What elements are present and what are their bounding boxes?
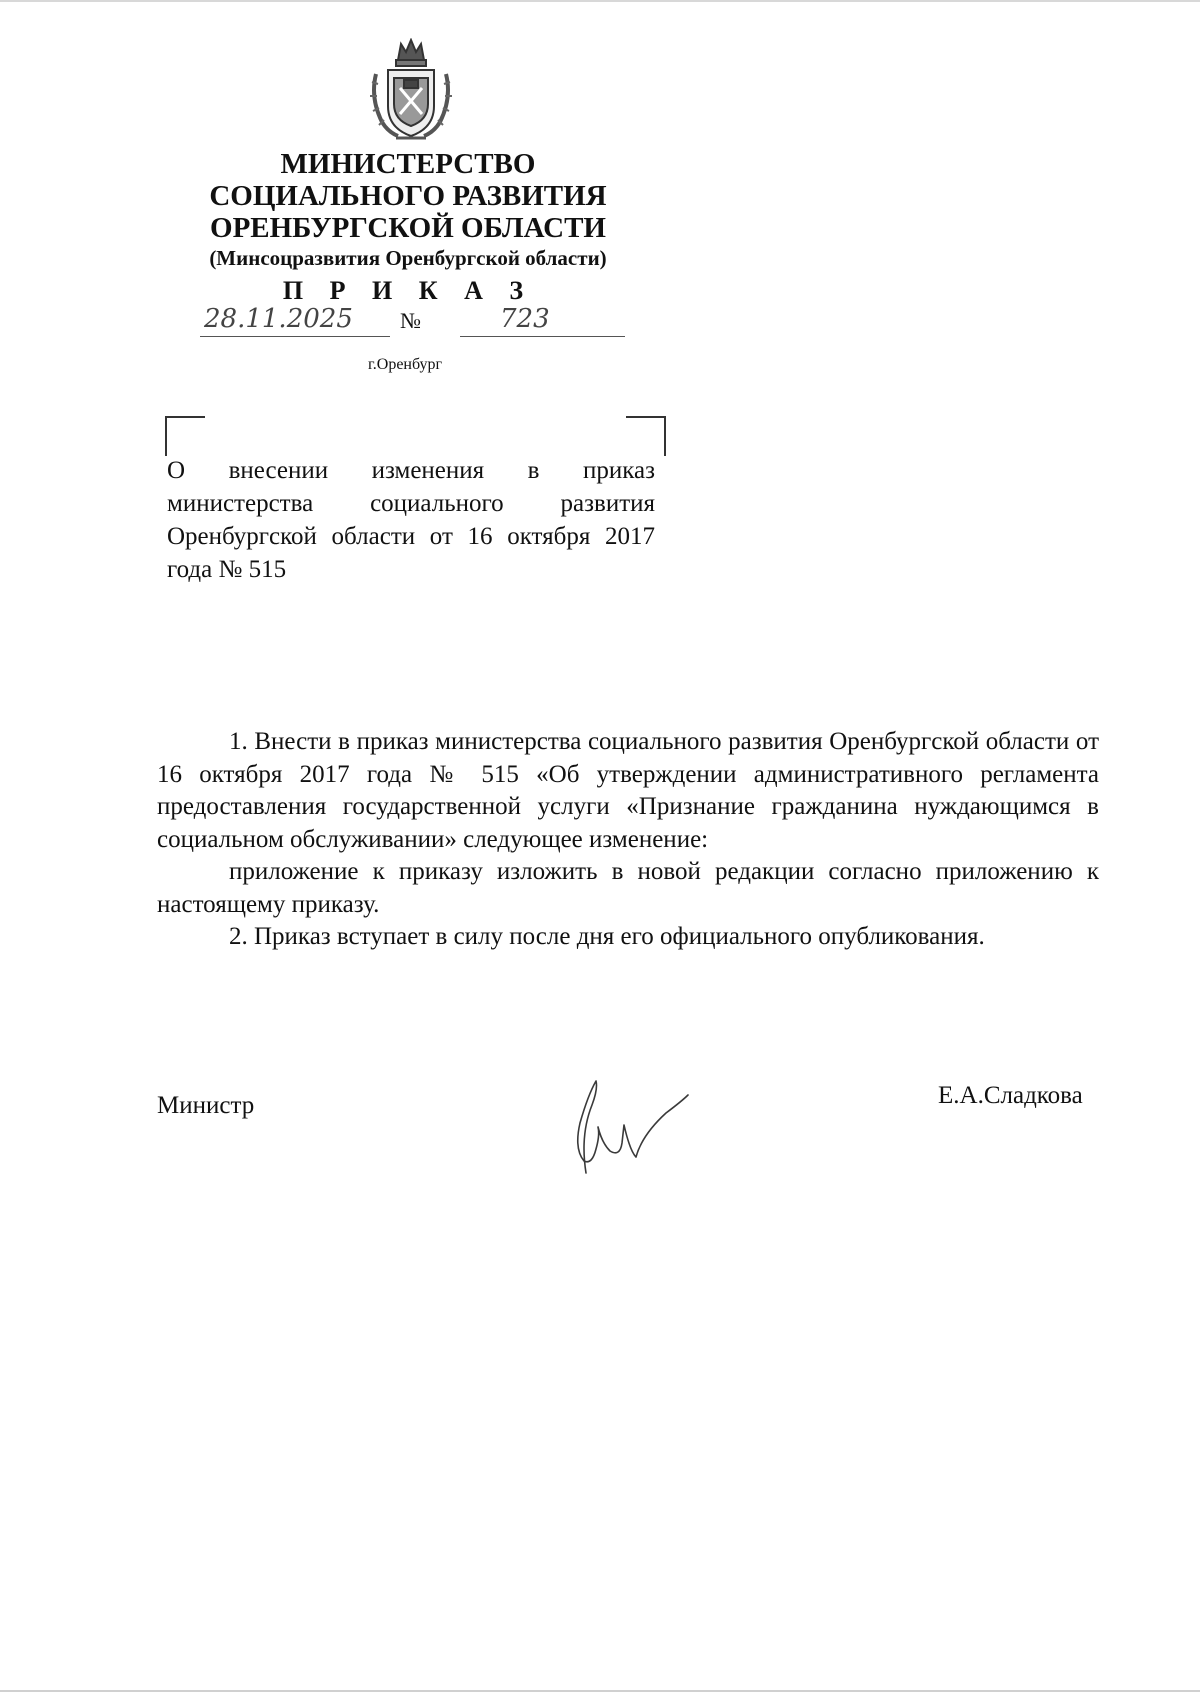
handwritten-signature [540, 1065, 700, 1185]
body-paragraph-2: приложение к приказу изложить в новой редакции согласно приложению к настоящему приказу. [157, 858, 1099, 918]
signer-position: Министр [157, 1092, 255, 1119]
ministry-short-name: (Минсоцразвития Оренбургской области) [209, 246, 607, 270]
order-date: 28.11.2025 [204, 304, 353, 334]
order-subject: О внесении изменения в приказ министерства социального развития Оренбургской области от 16 октября 2017 года № 515 [167, 457, 655, 583]
date-underline [200, 336, 390, 337]
number-sign: № [400, 308, 421, 333]
ministry-line-2: СОЦИАЛЬНОГО РАЗВИТИЯ [209, 180, 607, 212]
subject-bracket-right [626, 416, 666, 456]
body-paragraph-1: 1. Внести в приказ министерства социального развития Оренбургской области от 16 октября 2017 года № 515 «Об утверждении административного регламента предоставления государственной услуги «Признание гражданина нуждающимся в социальном обслуживании» следующее изменение: [157, 728, 1099, 853]
number-underline [460, 336, 625, 337]
order-title: П Р И К А З [282, 276, 534, 305]
subject-bracket-left [165, 416, 205, 456]
signer-name: Е.А.Сладкова [938, 1082, 1083, 1109]
body-paragraph-3: 2. Приказ вступает в силу после дня его официального опубликования. [229, 923, 985, 950]
coat-of-arms-icon [368, 38, 454, 142]
ministry-name [158, 148, 658, 244]
city: г.Оренбург [368, 356, 443, 373]
order-body [157, 726, 1099, 954]
ministry-line-1: МИНИСТЕРСТВО [280, 148, 536, 180]
order-number: 723 [500, 304, 550, 334]
scan-edge-top [0, 0, 1200, 2]
ministry-line-3: ОРЕНБУРГСКОЙ ОБЛАСТИ [210, 212, 606, 244]
scan-edge-bottom [0, 1690, 1200, 1692]
order-date-number-line [200, 304, 630, 342]
